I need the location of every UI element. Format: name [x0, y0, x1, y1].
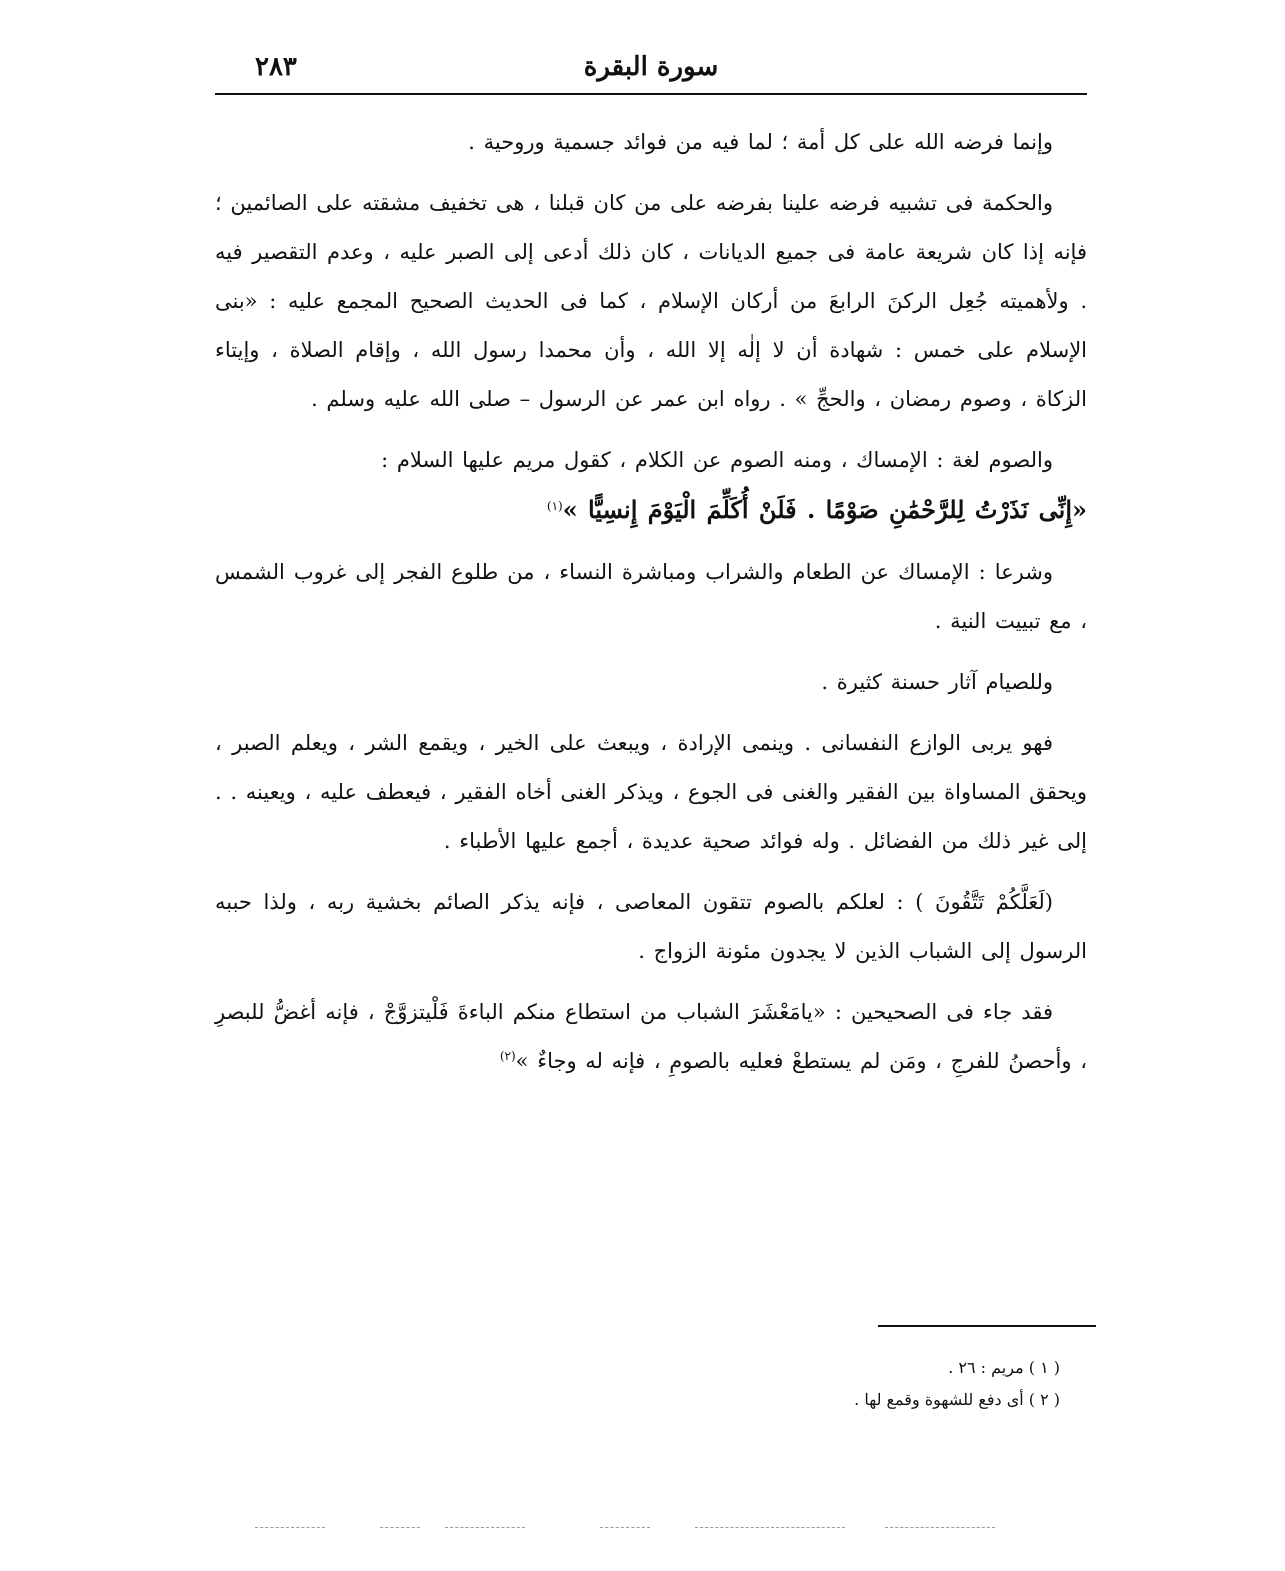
quran-quote: «إِنِّى نَذَرْتُ لِلرَّحْمَٰنِ صَوْمًا . فَلَنْ أُكَلِّمَ الْيَوْمَ إِنسِيًّا »	[562, 495, 1087, 524]
running-title: سورة البقرة	[583, 52, 719, 82]
page-body	[215, 118, 1087, 1098]
header-rule	[215, 93, 1087, 95]
scan-mark	[695, 1527, 845, 1528]
paragraph-4: وشرعا : الإمساك عن الطعام والشراب ومباشرة النساء ، من طلوع الفجر إلى غروب الشمس ، مع تبييت النية .	[215, 560, 1087, 633]
paragraph-6: فهو يربى الوازع النفسانى . وينمى الإرادة ، ويبعث على الخير ، ويقمع الشر ، ويعلم الصبر ، ويحقق المساواة بين الفقير والغنى فى الجوع ، ويذكر الغنى أخاه الفقير ، فيعطف عليه ، ويعينه . . إلى غير ذلك من الفضائل . وله فوائد صحية عديدة ، أجمع عليها الأطباء .	[215, 731, 1087, 853]
paragraph-3-text: والصوم لغة : الإمساك ، ومنه الصوم عن الكلام ، كقول مريم عليها السلام :	[381, 448, 1053, 472]
paragraph-8-text: فقد جاء فى الصحيحين : «يامَعْشَرَ الشباب من استطاع منكم الباءةَ فَلْيتزوَّجْ ، فإنه أغضُّ للبصرِ ، وأحصنُ للفرجِ ، ومَن لم يستطعْ فعليه بالصومِ ، فإنه له وجاءٌ »	[215, 1000, 1087, 1073]
scan-mark	[445, 1527, 525, 1528]
scan-mark	[380, 1527, 420, 1528]
footnotes	[700, 1352, 1060, 1416]
footnote-1: ( ١ ) مريم : ٢٦ .	[948, 1358, 1060, 1377]
footnote-ref-2: (٢)	[499, 1049, 516, 1063]
paragraph-5: وللصيام آثار حسنة كثيرة .	[821, 670, 1053, 694]
scan-mark	[255, 1527, 325, 1528]
footnote-separator	[878, 1325, 1096, 1327]
footnote-2: ( ٢ ) أى دفع للشهوة وقمع لها .	[854, 1390, 1060, 1409]
page-number: ٢٨٣	[255, 52, 297, 82]
paragraph-3	[215, 436, 1087, 536]
footnote-ref-1: (١)	[546, 499, 563, 513]
scan-artifact	[255, 1527, 995, 1529]
paragraph-1: وإنما فرضه الله على كل أمة ؛ لما فيه من فوائد جسمية وروحية .	[468, 130, 1053, 154]
paragraph-2: والحكمة فى تشبيه فرضه علينا بفرضه على من كان قبلنا ، هى تخفيف مشقته على الصائمين ؛ فإنه إذا كان شريعة عامة فى جميع الديانات ، كان ذلك أدعى إلى الصبر عليه ، وعدم التقصير فيه . ولأهميته جُعِل الركنَ الرابعَ من أركان الإسلام ، كما فى الحديث الصحيح المجمع عليه : «بنى الإسلام على خمس : شهادة أن لا إلٰه إلا الله ، وأن محمدا رسول الله ، وإقام الصلاة ، وإيتاء الزكاة ، وصوم رمضان ، والحجِّ » . رواه ابن عمر عن الرسول – صلى الله عليه وسلم .	[215, 191, 1087, 411]
paragraph-8	[215, 988, 1087, 1086]
scan-mark	[885, 1527, 995, 1528]
paragraph-7: (لَعَلَّكُمْ تَتَّقُونَ ) : لعلكم بالصوم تتقون المعاصى ، فإنه يذكر الصائم بخشية ربه ، ولذا حببه الرسول إلى الشباب الذين لا يجدون مئونة الزواج .	[215, 890, 1087, 963]
scan-mark	[600, 1527, 650, 1528]
page-header	[215, 52, 1087, 96]
